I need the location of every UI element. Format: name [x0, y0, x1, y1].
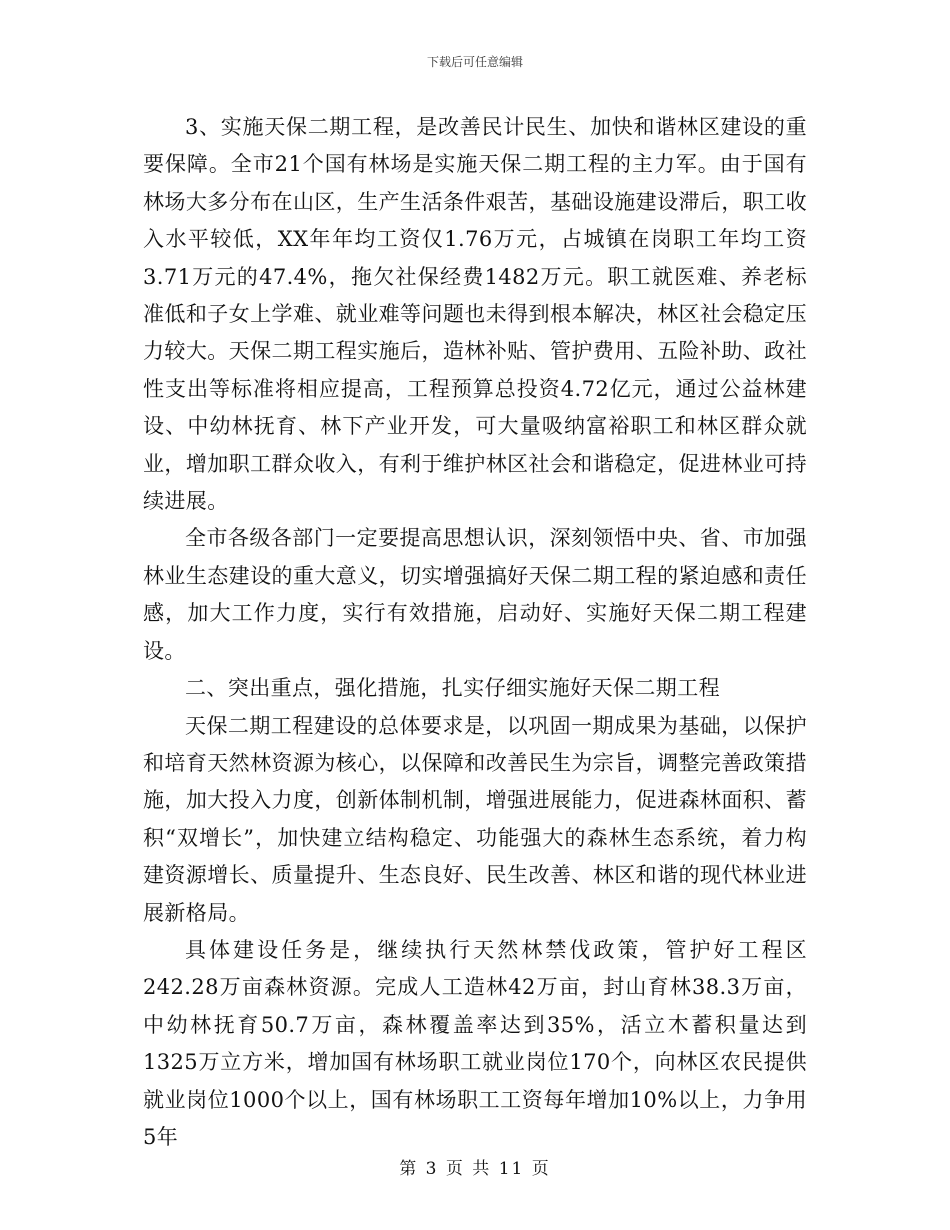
paragraph-2: 全市各级各部门一定要提高思想认识，深刻领悟中央、省、市加强林业生态建设的重大意义，切实增强搞好天保二期工程的紧迫感和责任感，加大工作力度，实行有效措施，启动好、实施好天保二期工程建设。	[143, 526, 807, 663]
page-footer: 第 3 页 共 11 页	[399, 1159, 551, 1179]
section-heading: 二、突出重点，强化措施，扎实仔细实施好天保二期工程	[185, 676, 720, 701]
paragraph-3: 天保二期工程建设的总体要求是，以巩固一期成果为基础，以保护和培育天然林资源为核心，以保障和改善民生为宗旨，调整完善政策措施，加大投入力度，创新体制机制，增强进展能力，促进森林面积、蓄积“双增长”，加快建立结构稳定、功能强大的森林生态系统，着力构建资源增长、质量提升、生态良好、民生改善、林区和谐的现代林业进展新格局。	[143, 713, 807, 925]
paragraph-4: 具体建设任务是，继续执行天然林禁伐政策，管护好工程区242.28万亩森林资源。完成人工造林42万亩，封山育林38.3万亩，中幼林抚育50.7万亩，森林覆盖率达到35%，活立木蓄积量达到1325万立方米，增加国有林场职工就业岗位170个，向林区农民提供就业岗位1000个以上，国有林场职工工资每年增加10%以上，力争用5年	[143, 937, 807, 1149]
paragraph-1: 3、实施天保二期工程，是改善民计民生、加快和谐林区建设的重要保障。全市21个国有林场是实施天保二期工程的主力军。由于国有林场大多分布在山区，生产生活条件艰苦，基础设施建设滞后，职工收入水平较低，XX年年均工资仅1.76万元，占城镇在岗职工年均工资3.71万元的47.4%，拖欠社保经费1482万元。职工就医难、养老标准低和子女上学难、就业难等问题也未得到根本解决，林区社会稳定压力较大。天保二期工程实施后，造林补贴、管护费用、五险补助、政社性支出等标准将相应提高，工程预算总投资4.72亿元，通过公益林建设、中幼林抚育、林下产业开发，可大量吸纳富裕职工和林区群众就业，增加职工群众收入，有利于维护林区社会和谐稳定，促进林业可持续进展。	[143, 115, 807, 514]
page-header: 下载后可任意编辑	[426, 55, 523, 69]
document-body	[143, 109, 807, 1156]
